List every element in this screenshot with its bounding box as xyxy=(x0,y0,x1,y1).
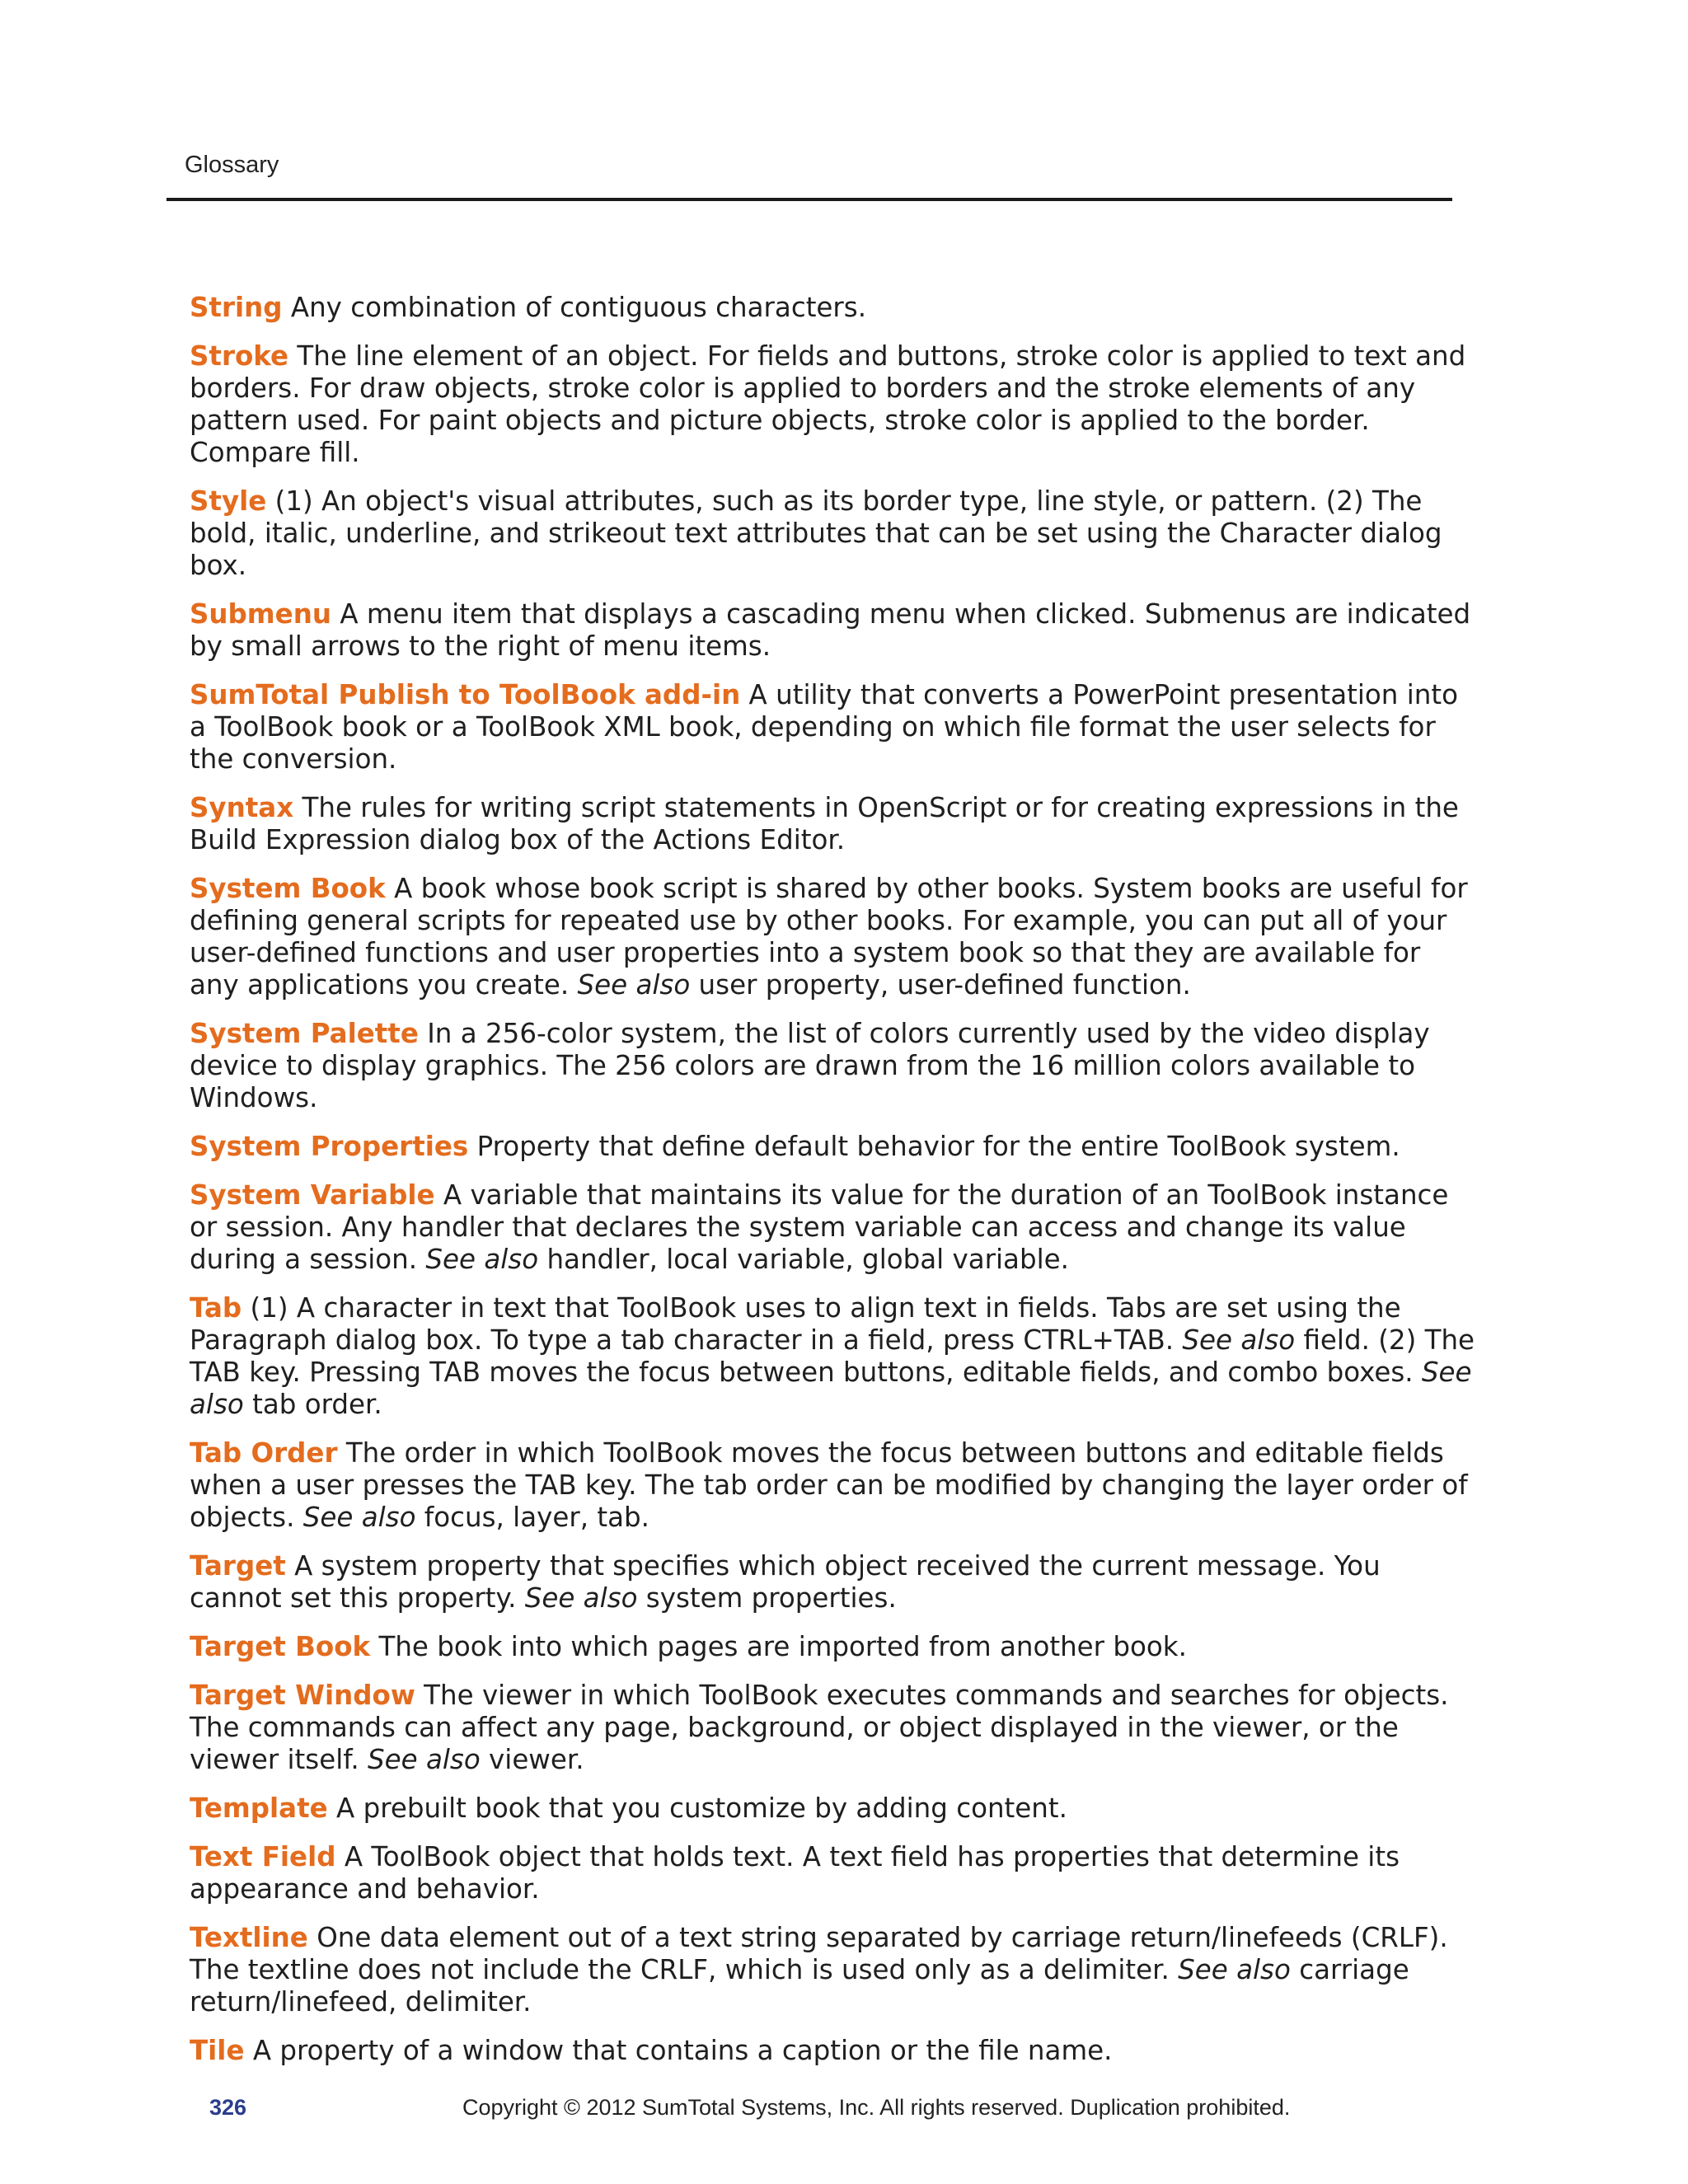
glossary-term: Template xyxy=(190,1793,328,1824)
glossary-term: Tab Order xyxy=(190,1437,338,1469)
glossary-entry xyxy=(190,1292,1475,1421)
glossary-definition: The book into which pages are imported from another book. xyxy=(370,1631,1187,1662)
glossary-term: Tile xyxy=(190,2035,245,2066)
see-also-label: See also xyxy=(1182,1324,1296,1356)
glossary-term: System Book xyxy=(190,873,386,904)
glossary-term: SumTotal Publish to ToolBook add-in xyxy=(190,679,741,710)
glossary-term: Textline xyxy=(190,1922,308,1953)
glossary-definition: (1) A character in text that ToolBook uses to align text in fields. Tabs are set using the Paragraph dialog box. To type a tab character in a field, press CTRL+TAB. xyxy=(190,1292,1401,1356)
glossary-term: Target Book xyxy=(190,1631,371,1662)
glossary-definition: A ToolBook object that holds text. A text field has properties that determine its appearance and behavior. xyxy=(190,1841,1400,1905)
glossary-entry xyxy=(190,292,1475,324)
glossary-term: System Palette xyxy=(190,1018,419,1049)
glossary-definition: A property of a window that contains a caption or the file name. xyxy=(244,2035,1113,2066)
header-divider xyxy=(166,198,1452,201)
glossary-definition: The rules for writing script statements in OpenScript or for creating expressions in the Build Expression dialog box of the Actions Editor. xyxy=(190,792,1459,855)
glossary-definition: focus, layer, tab. xyxy=(415,1502,650,1533)
glossary-entry xyxy=(190,1179,1475,1276)
glossary-definition: tab order. xyxy=(243,1389,382,1420)
glossary-definition: One data element out of a text string separated by carriage return/linefeeds (CRLF). The textline does not include the CRLF, which is used only as a delimiter. xyxy=(190,1922,1448,1985)
glossary-definition: viewer. xyxy=(480,1744,584,1775)
glossary-term: Submenu xyxy=(190,598,331,630)
glossary-definition: user property, user-defined function. xyxy=(690,969,1191,1001)
glossary-term: Style xyxy=(190,485,267,517)
page-number: 326 xyxy=(209,2095,247,2120)
glossary-definition: Any combination of contiguous characters. xyxy=(282,292,867,323)
glossary-definition: carriage return/linefeed, delimiter. xyxy=(190,1954,1409,2018)
glossary-entry xyxy=(190,1631,1475,1663)
glossary-entry xyxy=(190,1680,1475,1776)
glossary-entry xyxy=(190,1018,1475,1114)
page-header-title: Glossary xyxy=(185,152,279,178)
see-also-label: See also xyxy=(425,1244,539,1275)
glossary-definition: A menu item that displays a cascading menu when clicked. Submenus are indicated by small arrows to the right of menu items. xyxy=(190,598,1471,662)
glossary-definition: The viewer in which ToolBook executes commands and searches for objects. The commands can affect any page, background, or object displayed in the viewer, or the viewer itself. xyxy=(190,1680,1449,1775)
glossary-term: Stroke xyxy=(190,340,289,372)
glossary-entry xyxy=(190,679,1475,776)
glossary-entry xyxy=(190,1550,1475,1615)
see-also-label: See also xyxy=(577,969,691,1001)
glossary-definition: A utility that converts a PowerPoint presentation into a ToolBook book or a ToolBook XML book, depending on which file format the user selects for the conversion. xyxy=(190,679,1458,775)
glossary-definition: The order in which ToolBook moves the focus between buttons and editable fields when a user presses the TAB key. The tab order can be modified by changing the layer order of objects. xyxy=(190,1437,1468,1533)
glossary-definition: A prebuilt book that you customize by adding content. xyxy=(327,1793,1067,1824)
glossary-definition: The line element of an object. For fields and buttons, stroke color is applied to text and borders. For draw objects, stroke color is applied to borders and the stroke elements of any pattern used. For paint objects and picture objects, stroke color is applied to the border. Compare fill. xyxy=(190,340,1466,468)
glossary-definition: (1) An object's visual attributes, such as its border type, line style, or pattern. (2) The bold, italic, underline, and strikeout text attributes that can be set using the Character dialog box. xyxy=(190,485,1442,581)
glossary-definition: system properties. xyxy=(637,1582,897,1614)
glossary-entry xyxy=(190,1841,1475,1905)
see-also-label: See also xyxy=(524,1582,638,1614)
glossary-entry xyxy=(190,1793,1475,1825)
glossary-term: String xyxy=(190,292,283,323)
glossary-term: Target Window xyxy=(190,1680,415,1711)
glossary-entry xyxy=(190,1131,1475,1163)
glossary-term: Target xyxy=(190,1550,286,1582)
glossary-definition: A variable that maintains its value for the duration of an ToolBook instance or session. Any handler that declares the system variable can access and change its value during a session. xyxy=(190,1179,1449,1275)
glossary-entry xyxy=(190,598,1475,663)
glossary-definition: A system property that specifies which object received the current message. You cannot set this property. xyxy=(190,1550,1381,1614)
glossary-definition: A book whose book script is shared by other books. System books are useful for defining general scripts for repeated use by other books. For example, you can put all of your user-defined functions and user properties into a system book so that they are available for any applications you create. xyxy=(190,873,1468,1001)
glossary-term: System Variable xyxy=(190,1179,435,1211)
glossary-entry xyxy=(190,2035,1475,2067)
glossary-term: Text Field xyxy=(190,1841,336,1872)
glossary-entry xyxy=(190,340,1475,469)
glossary-entries xyxy=(190,292,1475,2083)
glossary-entry xyxy=(190,1922,1475,2018)
see-also-label: See also xyxy=(1178,1954,1291,1985)
see-also-label: See also xyxy=(302,1502,416,1533)
glossary-entry xyxy=(190,792,1475,856)
glossary-term: Tab xyxy=(190,1292,242,1324)
see-also-label: See also xyxy=(368,1744,481,1775)
glossary-entry xyxy=(190,873,1475,1001)
glossary-definition: field. (2) The TAB key. Pressing TAB moves the focus between buttons, editable fields, and combo boxes. xyxy=(190,1324,1475,1388)
glossary-definition: In a 256-color system, the list of colors currently used by the video display device to display graphics. The 256 colors are drawn from the 16 million colors available to Windows. xyxy=(190,1018,1430,1113)
glossary-definition: Property that define default behavior for the entire ToolBook system. xyxy=(468,1131,1400,1162)
glossary-entry xyxy=(190,485,1475,582)
glossary-term: System Properties xyxy=(190,1131,469,1162)
glossary-entry xyxy=(190,1437,1475,1534)
see-also-label: See also xyxy=(190,1357,1472,1420)
glossary-definition: handler, local variable, global variable. xyxy=(538,1244,1069,1275)
copyright-notice: Copyright © 2012 SumTotal Systems, Inc. All rights reserved. Duplication prohibited. xyxy=(462,2095,1291,2120)
glossary-term: Syntax xyxy=(190,792,294,823)
